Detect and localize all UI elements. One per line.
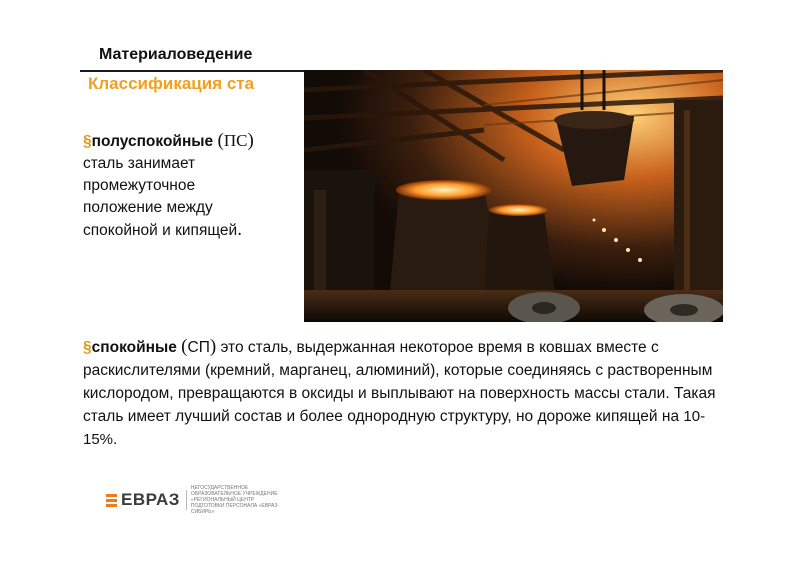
close-paren: ) bbox=[247, 130, 254, 151]
header-title: Материаловедение bbox=[99, 46, 253, 63]
paragraph2-end: . bbox=[113, 431, 118, 448]
bullet-marker: § bbox=[83, 339, 92, 356]
slide-subtitle: Классификация ста bbox=[88, 74, 255, 93]
evraz-logo bbox=[106, 485, 287, 515]
paragraph2-text-a: это сталь bbox=[216, 339, 289, 356]
paragraph-killed-steel bbox=[83, 335, 723, 451]
evraz-logo-icon bbox=[106, 494, 117, 507]
paragraph2-text-e: , но дороже кипящей на bbox=[507, 408, 684, 425]
open-paren: ( bbox=[181, 336, 188, 357]
paragraph1-line2: промежуточное bbox=[83, 177, 196, 194]
logo-divider bbox=[186, 490, 187, 510]
logo-wordmark: ЕВРАЗ bbox=[121, 490, 180, 509]
term-killed: спокойные bbox=[91, 339, 177, 356]
open-paren: ( bbox=[217, 130, 224, 151]
paragraph2-text-c: , которые соединяясь с растворенным кислородом, превращаются в оксиды и выплывают на поверхность массы стали bbox=[83, 362, 713, 402]
close-paren: ) bbox=[209, 336, 217, 357]
paragraph1-line1: сталь занимает bbox=[83, 155, 196, 172]
steel-mill-photo bbox=[304, 70, 723, 322]
paragraph2-text-d: . Такая сталь имеет лучший состав и более однородную структуру bbox=[83, 385, 716, 425]
paragraph1-line3: положение между bbox=[83, 199, 213, 216]
term-semi-killed: полуспокойные bbox=[91, 133, 214, 150]
paragraph-semi-killed-steel bbox=[83, 130, 293, 242]
bullet-marker: § bbox=[83, 133, 92, 150]
logo-caption: НЕГОСУДАРСТВЕННОЕ ОБРАЗОВАТЕЛЬНОЕ УЧРЕЖДЕНИЕ «РЕГИОНАЛЬНЫЙ ЦЕНТР ПОДГОТОВКИ ПЕРСОНАЛА «ЕВРАЗ-СИБИРЬ» bbox=[190, 485, 279, 515]
paragraph1-line4: спокойной и кипящей bbox=[83, 222, 238, 239]
abbr-ps: ПС bbox=[223, 131, 248, 150]
comma-mark: , bbox=[288, 339, 293, 356]
paragraph1-end: . bbox=[237, 219, 242, 240]
percent-value: 10-15% bbox=[83, 408, 706, 448]
paragraph2-text-b: выдержанная некоторое время в ковшах вместе с раскислителями (кремний, марганец, алюминий) bbox=[83, 339, 659, 379]
abbr-sp: СП bbox=[187, 339, 210, 356]
